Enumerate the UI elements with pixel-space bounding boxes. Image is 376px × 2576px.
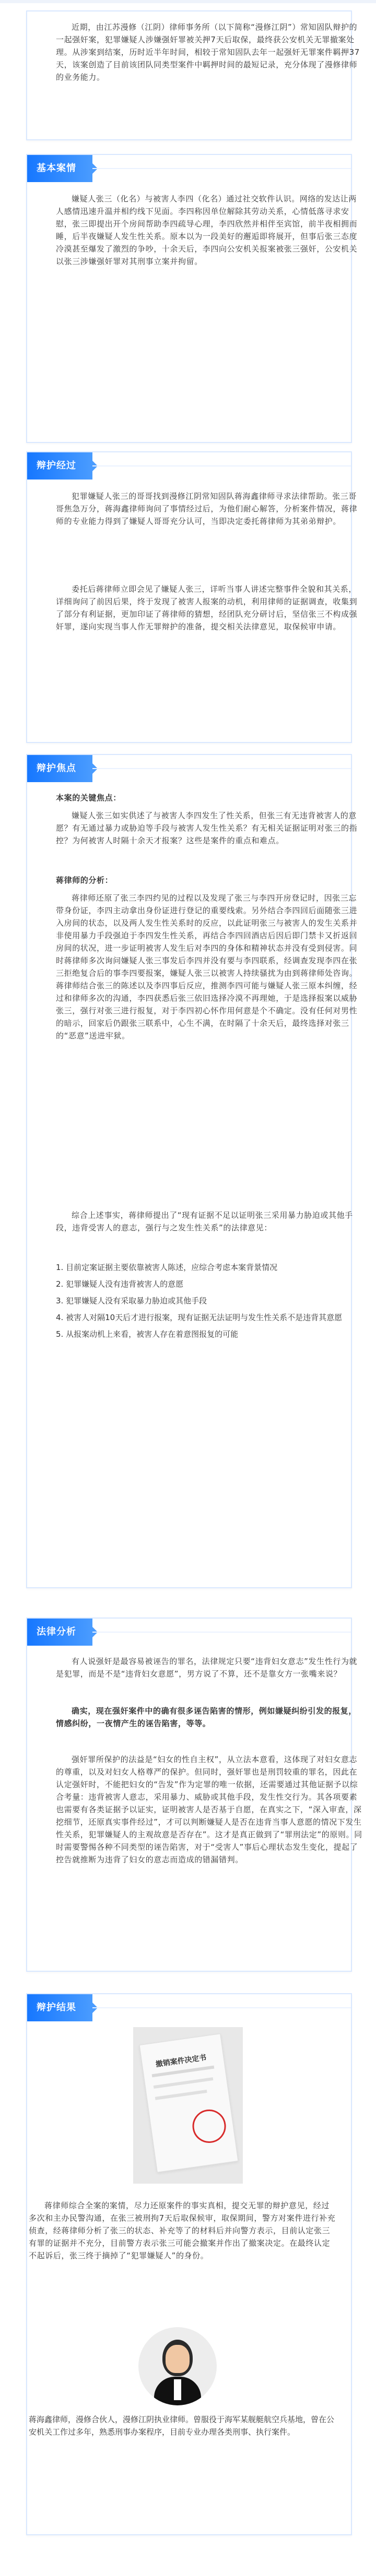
focus-paragraph-1: 嫌疑人张三如实供述了与被害人李四发生了性关系，但张三有无违背被害人的意愿？有无通过暴力或胁迫等手段与被害人发生性关系？有无相关证据证明对张三的指控？为何被害人时隔十余天才报案？这些是案件的重点和难点。 [56, 811, 358, 845]
intro-card [26, 10, 360, 140]
intro-text: 近期，由江苏漫修（江阴）律师事务所（以下简称“漫修江阴”）常知固队辩护的一起强奸案，犯罪嫌疑人涉嫌强奸罪被关押7天后取保，最终获公安机关无罪撤案处理。从涉案到结案，历时近半年时间，相较于常知固队去年一起强奸无罪案件羁押37天，该案创造了目前该团队同类型案件中羁押时间的最短记录，充分体现了漫修律师的业务能力。 [56, 22, 360, 82]
focus-heading-2: 蒋律师的分析： [56, 876, 113, 885]
law-paragraph-1: 有人说强奸是最容易被诬告的罪名，法律规定只要“违背妇女意志”发生性行为就是犯罪，而是不是“违背妇女意愿”，男方说了不算，还不是靠女方一张嘴来说？ [56, 1657, 358, 1679]
avatar [138, 2327, 217, 2405]
red-stamp-icon [190, 2107, 228, 2145]
section-title-process: 辩护经过 [27, 452, 92, 480]
focus-list-item-4: 4. 被害人对隔10天后才进行报案，现有证据无法证明与发生性关系不是违背其意愿 [56, 1313, 343, 1322]
section-basic [26, 154, 358, 443]
document-photo [133, 2027, 243, 2184]
focus-paragraph-3: 综合上述事实，蒋律师提出了“现有证据不足以证明张三采用暴力胁迫或其他手段，违背受害人的意志，强行与之发生性关系”的法律意见： [56, 1211, 353, 1232]
top-line [0, 0, 376, 3]
focus-list [56, 1261, 364, 1345]
focus-list-item-2: 2. 犯罪嫌疑人没有违背被害人的意愿 [56, 1279, 184, 1289]
section-title-basic: 基本案情 [27, 155, 92, 182]
lawyer-bio [29, 2327, 337, 2463]
section-title-law: 法律分析 [27, 1619, 92, 1646]
law-paragraph-3: 强奸罪所保护的法益是“妇女的性自主权”，从立法本意看，这体现了对妇女意志的尊重，以及对妇女人格尊严的保护。但同时，强奸罪也是刑罚较重的罪名，因此在认定强奸时，不能把妇女的“告发”作为定罪的唯一依据，还需要通过其他证据予以综合考量：违背被害人意志，采用暴力、威胁或其他手段，发生性交行为。其各项要素也需要有各类证据予以证实，证明被害人是否基于自愿，在真实之下，“深入审查，深挖细节，还原真实事件经过”，才可以判断嫌疑人是否在违背当事人意愿的情况下发生性关系，犯罪嫌疑人的主观故意是否存在”。这才是真正做到了“罪刑法定”的原则。同时需要警惕各种不同类型的诬告陷害，对于“受害人”事后心理状态发生变化，提起了控告就推断为违背了妇女的意志而造成的错漏错判。 [56, 1755, 362, 1864]
bio-text: 蒋海鑫律师，漫修合伙人，漫修江阴执业律师。曾服役于海军某舰艇航空兵基地，曾在公安机关工作过多年，熟悉刑事办案程序，目前专业办理各类刑事、执行案件。 [29, 2415, 335, 2437]
section-law [26, 1618, 362, 1972]
focus-heading-1: 本案的关键焦点： [56, 793, 121, 802]
law-paragraph-2: 确实，现在强奸案件中的确有很多诬告陷害的情形，例如嫌疑纠纷引发的报复，情感纠纷，一夜情产生的诬告陷害，等等。 [56, 1706, 357, 1728]
section-title-focus: 辩护焦点 [27, 755, 92, 782]
section-process [26, 451, 358, 743]
process-paragraph-1: 犯罪嫌疑人张三的哥哥找到漫修江阴常知固队蒋海鑫律师寻求法律帮助。张三哥哥焦急万分，蒋海鑫律师询问了事情经过后，为他们耐心解答，分析案件情况，蒋律师的专业能力得到了嫌疑人哥哥充分认可，当即决定委托蒋律师为其弟弟辩护。 [56, 492, 358, 526]
result-paragraph: 蒋律师综合全案的案情，尽力还原案件的事实真相，提交无罪的辩护意见，经过多次和主办民警沟通，在张三被刑拘7天后取保候审，取保期间，警方对案件进行补充侦查，经蒋律师分析了张三的状态、补充等了的材料后并向警方表示，目前认定张三有罪的证据并不充分，目前警方表示张三可能会撤案并作出了撤案决定。在最终认定不起诉后，张三终于摘掉了“犯罪嫌疑人”的身份。 [29, 2201, 336, 2260]
section-title-result: 辩护结果 [27, 1994, 92, 2021]
decision-title: 撤销案件决定书 [155, 2053, 207, 2069]
decision-paper [139, 2033, 239, 2172]
focus-paragraph-2: 蒋律师还原了张三李四约见的过程以及发现了张三与李四开房登记时，因张三忘带身份证，李四主动拿出身份证进行登记的重要线索。另外结合李四回后面随张三进入房间的状态，以及两人发生性关系时的反应，以此证明张三与被害人的发生关系并非使用暴力手段强迫于李四发生性关系，再结合李四回酒店后因后即门禁卡又折返回房间的状况，进一步证明被害人发生后对李四的身体和精神状态并没有受到侵害。同时蒋律师多次询问嫌疑人张三事发后李四并没有要与李四联系，经调查发现李四在张三拒绝复合后的事李四要报案，嫌疑人张三以被害人持续骚扰为由到蒋律师处咨询。蒋律师结合张三的陈述以及李四事后反应，推测李四可能与嫌疑人张三原本纠缠，经过和律师多次的沟通，李四获悉后张三依旧选择冷漠不再理她，于是选择报案以威胁张三，强行对张三进行报复，对于李四初心怀作用何意是个不确定。没有任何对男性的暗示，回家后仍跟张三联系中，心生不满，在时隔了十余天后，最终选择对张三的“恶意”送进牢狱。 [56, 893, 358, 1040]
section-focus [26, 754, 358, 1588]
focus-list-item-1: 1. 目前定案证据主要依靠被害人陈述，应综合考虑本案背景情况 [56, 1263, 278, 1272]
focus-list-item-3: 3. 犯罪嫌疑人没有采取暴力胁迫或其他手段 [56, 1296, 207, 1305]
process-paragraph-2: 委托后蒋律师立即会见了嫌疑人张三，详听当事人讲述完整事件全貌和其关系，详细询问了前因后果，终于发现了被害人报案的动机，利用律师的证据调查，收集到了部分有利证据，更加印证了蒋律师的猜想，经团队充分研讨后，坚信张三不构成强奸罪，遂向实现当事人作无罪辩护的准备，提交相关法律意见，取保候审申请。 [56, 584, 358, 631]
focus-list-item-5: 5. 从报案动机上来看，被害人存在着意图报复的可能 [56, 1329, 239, 1339]
basic-paragraph: 嫌疑人张三（化名）与被害人李四（化名）通过社交软件认识。网络的发达让两人感情迅速升温并相约线下见面。李四称因单位解除其劳动关系，心情低落寻求安慰，张三即提出开个房间帮助李四疏导心理，李四欣然并相伴至宾馆，前半夜相拥而睡，后半夜嫌疑人发生性关系。原本以为一段美好的邂逅即将展开，但事后张三态度冷漠甚至爆发了激烈的争吵，十余天后，李四向公安机关报案被张三强奸，公安机关以张三涉嫌强奸罪对其刑事立案并拘留。 [56, 194, 358, 266]
